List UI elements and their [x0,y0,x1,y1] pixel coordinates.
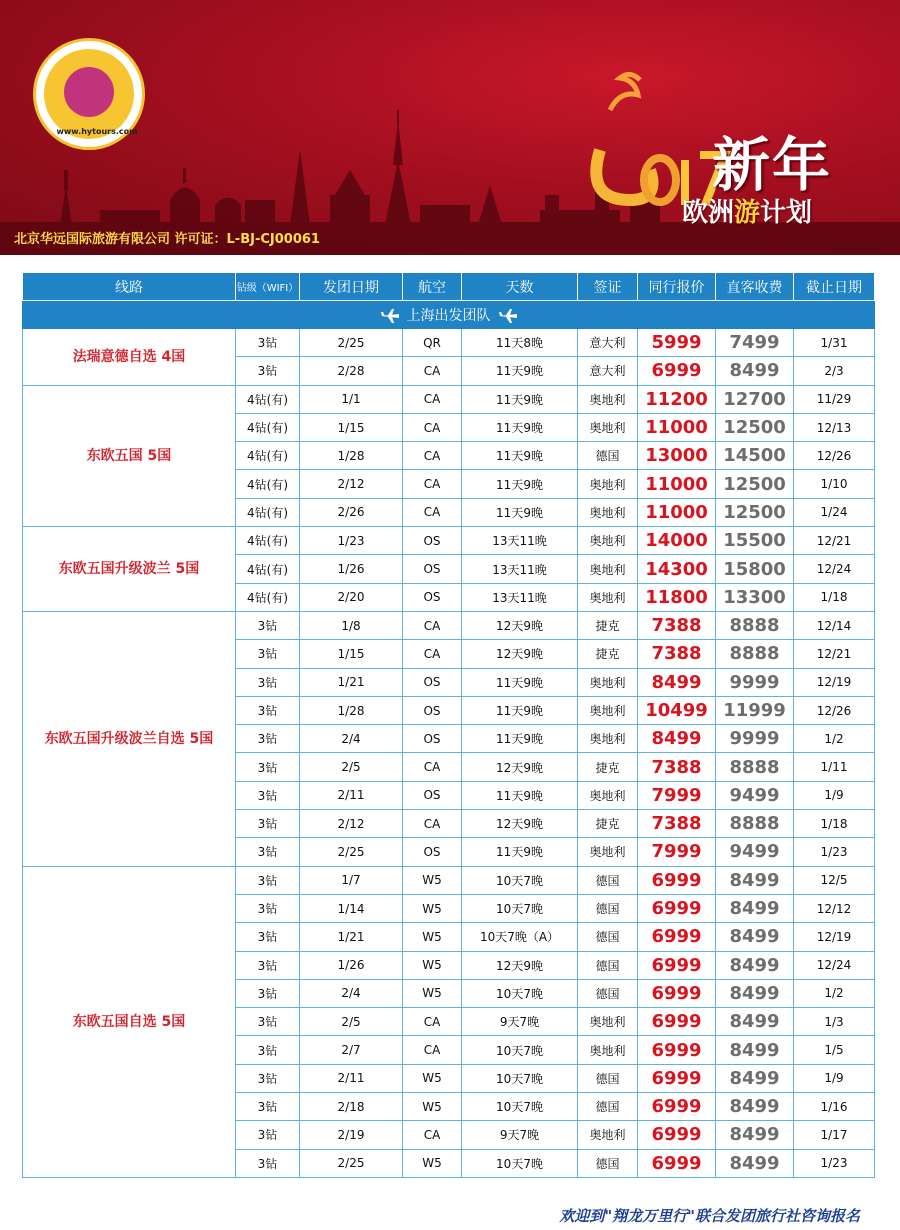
route-name-cell: 法瑞意德自选 4国 [23,329,236,386]
deadline-cell: 2/3 [794,357,875,385]
direct-price-cell: 8499 [716,1064,794,1092]
airline-cell: OS [403,696,462,724]
peer-price-cell: 10499 [638,696,716,724]
departure-date-cell: 1/21 [300,923,403,951]
days-cell: 11天8晚 [462,329,578,357]
deadline-cell: 1/23 [794,1149,875,1177]
deadline-cell: 1/2 [794,979,875,1007]
visa-cell: 德国 [578,894,638,922]
peer-price-cell: 7388 [638,611,716,639]
departure-date-cell: 1/7 [300,866,403,894]
days-cell: 11天9晚 [462,498,578,526]
departure-date-cell: 1/1 [300,385,403,413]
airline-cell: CA [403,470,462,498]
departure-date-cell: 1/28 [300,696,403,724]
direct-price-cell: 13300 [716,583,794,611]
diamond-level-cell: 3钻 [236,640,300,668]
direct-price-cell: 7499 [716,329,794,357]
col-header-days: 天数 [462,273,578,301]
direct-price-cell: 15800 [716,555,794,583]
departure-date-cell: 2/20 [300,583,403,611]
peer-price-cell: 6999 [638,357,716,385]
visa-cell: 奥地利 [578,1121,638,1149]
header-banner [0,0,900,255]
deadline-cell: 1/16 [794,1093,875,1121]
europe-tour-plan-subtitle [682,192,812,229]
visa-cell: 奥地利 [578,668,638,696]
col-header-route: 线路 [23,273,236,301]
days-cell: 10天7晚（A） [462,923,578,951]
deadline-cell: 1/31 [794,329,875,357]
visa-cell: 德国 [578,866,638,894]
table-row [23,866,875,894]
departure-date-cell: 2/5 [300,1008,403,1036]
departure-date-cell: 2/25 [300,1149,403,1177]
days-cell: 9天7晚 [462,1121,578,1149]
table-row [23,385,875,413]
airline-cell: CA [403,1036,462,1064]
peer-price-cell: 5999 [638,329,716,357]
deadline-cell: 1/18 [794,583,875,611]
deadline-cell: 12/5 [794,866,875,894]
departure-date-cell: 1/8 [300,611,403,639]
visa-cell: 德国 [578,951,638,979]
departure-date-cell: 1/15 [300,413,403,441]
airline-cell: CA [403,413,462,441]
days-cell: 11天9晚 [462,725,578,753]
peer-price-cell: 11200 [638,385,716,413]
table-row [23,611,875,639]
visa-cell: 德国 [578,979,638,1007]
direct-price-cell: 8888 [716,810,794,838]
diamond-level-cell: 3钻 [236,951,300,979]
diamond-level-cell: 3钻 [236,668,300,696]
deadline-cell: 12/21 [794,527,875,555]
footer-consult-message: 欢迎到"翔龙万里行"联合发团旅行社咨询报名 [559,1207,860,1225]
airplane-icon [499,309,517,323]
peer-price-cell: 7999 [638,781,716,809]
visa-cell: 捷克 [578,640,638,668]
visa-cell: 奥地利 [578,385,638,413]
peer-price-cell: 6999 [638,1121,716,1149]
direct-price-cell: 8499 [716,1121,794,1149]
deadline-cell: 1/9 [794,1064,875,1092]
deadline-cell: 1/24 [794,498,875,526]
peer-price-cell: 6999 [638,1064,716,1092]
departure-date-cell: 2/19 [300,1121,403,1149]
col-header-direct-price: 直客收费 [716,273,794,301]
days-cell: 13天11晚 [462,527,578,555]
direct-price-cell: 12500 [716,413,794,441]
deadline-cell: 12/14 [794,611,875,639]
airline-cell: OS [403,583,462,611]
peer-price-cell: 7388 [638,640,716,668]
col-header-diamond-level: 钻级（WIFI） [236,273,300,301]
visa-cell: 捷克 [578,611,638,639]
deadline-cell: 12/26 [794,696,875,724]
airline-cell: W5 [403,1064,462,1092]
days-cell: 11天9晚 [462,668,578,696]
diamond-level-cell: 3钻 [236,838,300,866]
peer-price-cell: 11800 [638,583,716,611]
logo-emblem [44,49,138,139]
days-cell: 10天7晚 [462,866,578,894]
diamond-level-cell: 3钻 [236,810,300,838]
route-name-cell: 东欧五国自选 5国 [23,866,236,1177]
visa-cell: 奥地利 [578,413,638,441]
peer-price-cell: 6999 [638,866,716,894]
days-cell: 10天7晚 [462,1036,578,1064]
company-license-line: 北京华远国际旅游有限公司 许可证：L-BJ-CJ00061 [14,232,320,247]
visa-cell: 意大利 [578,357,638,385]
departure-date-cell: 2/18 [300,1093,403,1121]
subtitle-part-tour: 游 [734,198,761,228]
visa-cell: 奥地利 [578,696,638,724]
diamond-level-cell: 4钻(有) [236,385,300,413]
table-row [23,527,875,555]
departure-date-cell: 1/26 [300,555,403,583]
diamond-level-cell: 4钻(有) [236,583,300,611]
diamond-level-cell: 3钻 [236,1064,300,1092]
days-cell: 9天7晚 [462,1008,578,1036]
diamond-level-cell: 3钻 [236,1093,300,1121]
direct-price-cell: 9499 [716,781,794,809]
days-cell: 11天9晚 [462,781,578,809]
direct-price-cell: 8499 [716,894,794,922]
airline-cell: QR [403,329,462,357]
airline-cell: OS [403,527,462,555]
diamond-level-cell: 3钻 [236,923,300,951]
deadline-cell: 11/29 [794,385,875,413]
table-row [23,329,875,357]
departure-date-cell: 1/28 [300,442,403,470]
visa-cell: 奥地利 [578,527,638,555]
days-cell: 10天7晚 [462,1064,578,1092]
airline-cell: CA [403,442,462,470]
deadline-cell: 12/19 [794,923,875,951]
diamond-level-cell: 4钻(有) [236,555,300,583]
departure-date-cell: 2/25 [300,329,403,357]
peer-price-cell: 11000 [638,413,716,441]
deadline-cell: 1/5 [794,1036,875,1064]
airline-cell: CA [403,1008,462,1036]
direct-price-cell: 8499 [716,1036,794,1064]
visa-cell: 奥地利 [578,781,638,809]
deadline-cell: 12/12 [794,894,875,922]
days-cell: 11天9晚 [462,838,578,866]
peer-price-cell: 8499 [638,725,716,753]
visa-cell: 德国 [578,1064,638,1092]
visa-cell: 捷克 [578,753,638,781]
departure-date-cell: 2/26 [300,498,403,526]
peer-price-cell: 6999 [638,894,716,922]
departure-date-cell: 2/11 [300,781,403,809]
direct-price-cell: 8888 [716,611,794,639]
visa-cell: 奥地利 [578,725,638,753]
diamond-level-cell: 3钻 [236,894,300,922]
deadline-cell: 12/13 [794,413,875,441]
days-cell: 11天9晚 [462,696,578,724]
visa-cell: 奥地利 [578,470,638,498]
departure-date-cell: 2/7 [300,1036,403,1064]
direct-price-cell: 9999 [716,725,794,753]
diamond-level-cell: 3钻 [236,1008,300,1036]
direct-price-cell: 9999 [716,668,794,696]
peer-price-cell: 7388 [638,753,716,781]
deadline-cell: 12/24 [794,951,875,979]
days-cell: 11天9晚 [462,470,578,498]
deadline-cell: 1/2 [794,725,875,753]
departure-date-cell: 1/26 [300,951,403,979]
visa-cell: 德国 [578,923,638,951]
direct-price-cell: 8499 [716,923,794,951]
peer-price-cell: 14000 [638,527,716,555]
section-row-shanghai-departure [23,301,875,329]
visa-cell: 奥地利 [578,555,638,583]
peer-price-cell: 7999 [638,838,716,866]
visa-cell: 奥地利 [578,498,638,526]
diamond-level-cell: 3钻 [236,1149,300,1177]
airline-cell: W5 [403,951,462,979]
departure-date-cell: 2/25 [300,838,403,866]
airline-cell: CA [403,1121,462,1149]
new-year-title: 新年 [712,131,833,199]
days-cell: 10天7晚 [462,894,578,922]
diamond-level-cell: 3钻 [236,725,300,753]
peer-price-cell: 14300 [638,555,716,583]
airline-cell: CA [403,753,462,781]
logo-url-text: www.hytours.com [56,127,138,136]
direct-price-cell: 9499 [716,838,794,866]
days-cell: 12天9晚 [462,640,578,668]
days-cell: 10天7晚 [462,979,578,1007]
days-cell: 11天9晚 [462,442,578,470]
airline-cell: W5 [403,923,462,951]
peer-price-cell: 6999 [638,1149,716,1177]
departure-date-cell: 2/4 [300,725,403,753]
col-header-peer-price: 同行报价 [638,273,716,301]
peer-price-cell: 6999 [638,951,716,979]
subtitle-part-plan: 计划 [760,198,813,228]
deadline-cell: 1/18 [794,810,875,838]
departure-date-cell: 2/11 [300,1064,403,1092]
peer-price-cell: 6999 [638,1093,716,1121]
days-cell: 11天9晚 [462,413,578,441]
airline-cell: CA [403,640,462,668]
deadline-cell: 1/9 [794,781,875,809]
diamond-level-cell: 4钻(有) [236,442,300,470]
days-cell: 13天11晚 [462,555,578,583]
direct-price-cell: 8499 [716,979,794,1007]
peer-price-cell: 11000 [638,498,716,526]
deadline-cell: 1/17 [794,1121,875,1149]
col-header-deadline: 截止日期 [794,273,875,301]
days-cell: 12天9晚 [462,951,578,979]
section-label-text: 上海出发团队 [406,307,491,324]
departure-date-cell: 2/12 [300,810,403,838]
days-cell: 13天11晚 [462,583,578,611]
diamond-level-cell: 4钻(有) [236,498,300,526]
direct-price-cell: 8499 [716,357,794,385]
departure-date-cell: 1/15 [300,640,403,668]
deadline-cell: 12/19 [794,668,875,696]
days-cell: 11天9晚 [462,385,578,413]
airline-cell: CA [403,810,462,838]
diamond-level-cell: 3钻 [236,979,300,1007]
departure-date-cell: 2/5 [300,753,403,781]
visa-cell: 德国 [578,442,638,470]
peer-price-cell: 6999 [638,923,716,951]
days-cell: 10天7晚 [462,1149,578,1177]
visa-cell: 捷克 [578,810,638,838]
visa-cell: 德国 [578,1149,638,1177]
diamond-level-cell: 3钻 [236,329,300,357]
visa-cell: 意大利 [578,329,638,357]
airline-cell: W5 [403,894,462,922]
deadline-cell: 1/23 [794,838,875,866]
airline-cell: OS [403,725,462,753]
section-label-cell [23,301,875,329]
airline-cell: CA [403,498,462,526]
mascot-figure [64,67,114,117]
airline-cell: CA [403,357,462,385]
direct-price-cell: 14500 [716,442,794,470]
airline-cell: OS [403,555,462,583]
peer-price-cell: 13000 [638,442,716,470]
airline-cell: CA [403,385,462,413]
airline-cell: W5 [403,1093,462,1121]
direct-price-cell: 12700 [716,385,794,413]
deadline-cell: 1/10 [794,470,875,498]
peer-price-cell: 6999 [638,979,716,1007]
departure-date-cell: 1/23 [300,527,403,555]
airline-cell: OS [403,781,462,809]
airline-cell: W5 [403,979,462,1007]
departure-date-cell: 2/4 [300,979,403,1007]
departure-date-cell: 1/14 [300,894,403,922]
direct-price-cell: 8499 [716,1008,794,1036]
peer-price-cell: 7388 [638,810,716,838]
deadline-cell: 1/3 [794,1008,875,1036]
svg-text:2017: 2017 [590,70,593,71]
subtitle-part-europe: 欧洲 [682,198,735,228]
col-header-departure-date: 发团日期 [300,273,403,301]
peer-price-cell: 6999 [638,1036,716,1064]
direct-price-cell: 8888 [716,640,794,668]
deadline-cell: 12/26 [794,442,875,470]
airline-cell: CA [403,611,462,639]
days-cell: 12天9晚 [462,611,578,639]
visa-cell: 奥地利 [578,838,638,866]
airplane-icon [381,309,399,323]
diamond-level-cell: 3钻 [236,611,300,639]
tour-schedule-table [22,272,875,1178]
deadline-cell: 12/24 [794,555,875,583]
diamond-level-cell: 3钻 [236,866,300,894]
diamond-level-cell: 4钻(有) [236,413,300,441]
route-name-cell: 东欧五国升级波兰 5国 [23,527,236,612]
direct-price-cell: 8499 [716,866,794,894]
diamond-level-cell: 3钻 [236,1121,300,1149]
peer-price-cell: 6999 [638,1008,716,1036]
days-cell: 10天7晚 [462,1093,578,1121]
deadline-cell: 12/21 [794,640,875,668]
diamond-level-cell: 3钻 [236,357,300,385]
airline-cell: W5 [403,866,462,894]
table-header-row [23,273,875,301]
route-name-cell: 东欧五国升级波兰自选 5国 [23,611,236,866]
route-name-cell: 东欧五国 5国 [23,385,236,526]
deadline-cell: 1/11 [794,753,875,781]
visa-cell: 奥地利 [578,1036,638,1064]
diamond-level-cell: 4钻(有) [236,470,300,498]
company-logo [33,38,145,150]
peer-price-cell: 11000 [638,470,716,498]
airline-cell: OS [403,838,462,866]
direct-price-cell: 8499 [716,951,794,979]
diamond-level-cell: 3钻 [236,696,300,724]
diamond-level-cell: 4钻(有) [236,527,300,555]
days-cell: 12天9晚 [462,810,578,838]
direct-price-cell: 11999 [716,696,794,724]
direct-price-cell: 12500 [716,498,794,526]
departure-date-cell: 1/21 [300,668,403,696]
direct-price-cell: 15500 [716,527,794,555]
days-cell: 12天9晚 [462,753,578,781]
visa-cell: 奥地利 [578,1008,638,1036]
airline-cell: OS [403,668,462,696]
departure-date-cell: 2/28 [300,357,403,385]
col-header-visa: 签证 [578,273,638,301]
direct-price-cell: 8888 [716,753,794,781]
peer-price-cell: 8499 [638,668,716,696]
diamond-level-cell: 3钻 [236,1036,300,1064]
direct-price-cell: 8499 [716,1093,794,1121]
direct-price-cell: 8499 [716,1149,794,1177]
visa-cell: 奥地利 [578,583,638,611]
col-header-airline: 航空 [403,273,462,301]
departure-date-cell: 2/12 [300,470,403,498]
days-cell: 11天9晚 [462,357,578,385]
diamond-level-cell: 3钻 [236,781,300,809]
visa-cell: 德国 [578,1093,638,1121]
direct-price-cell: 12500 [716,470,794,498]
diamond-level-cell: 3钻 [236,753,300,781]
airline-cell: W5 [403,1149,462,1177]
